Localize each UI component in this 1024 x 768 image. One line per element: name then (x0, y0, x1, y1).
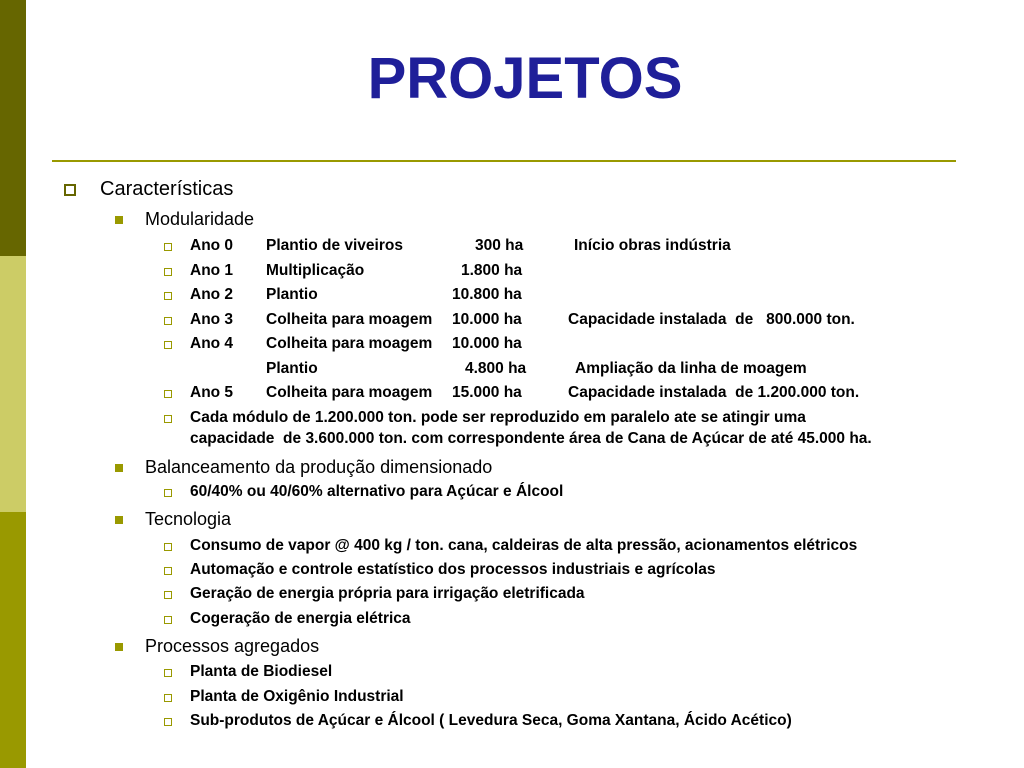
hollow-square-bullet-icon (164, 268, 172, 276)
hollow-square-bullet-icon (164, 616, 172, 624)
hollow-square-bullet-icon (64, 184, 76, 196)
row-obs: Capacidade instalada de 800.000 ton. (568, 311, 855, 328)
row-atividade: Colheita para moagem (266, 384, 433, 401)
list-item: Sub-produtos de Açúcar e Álcool ( Levedura Seca, Goma Xantana, Ácido Acético) (190, 712, 792, 729)
hollow-square-bullet-icon (164, 543, 172, 551)
list-item: Planta de Oxigênio Industrial (190, 688, 404, 705)
row-ano: Ano 1 (190, 262, 234, 279)
row-area: 10.800 ha (452, 286, 522, 303)
list-item: Automação e controle estatístico dos processos industriais e agrícolas (190, 561, 716, 578)
square-bullet-icon (115, 464, 123, 472)
heading-tecnologia: Tecnologia (145, 509, 232, 529)
row-obs: Capacidade instalada de 1.200.000 ton. (568, 384, 860, 401)
hollow-square-bullet-icon (164, 243, 172, 251)
row-area: 1.800 ha (461, 262, 523, 279)
list-item: Geração de energia própria para irrigação eletrificada (190, 585, 585, 602)
hollow-square-bullet-icon (164, 317, 172, 325)
hollow-square-bullet-icon (164, 341, 172, 349)
hollow-square-bullet-icon (164, 415, 172, 423)
row-atividade: Multiplicação (266, 262, 365, 279)
row-atividade: Colheita para moagem (266, 311, 433, 328)
list-item: Consumo de vapor @ 400 kg / ton. cana, caldeiras de alta pressão, acionamentos elétricos (190, 537, 858, 554)
heading-modularidade: Modularidade (145, 209, 255, 229)
row-atividade: Colheita para moagem (266, 335, 433, 352)
row-area: 10.000 ha (452, 311, 522, 328)
heading-processos: Processos agregados (145, 636, 320, 656)
row-ano: Ano 2 (190, 286, 234, 303)
hollow-square-bullet-icon (164, 694, 172, 702)
sidebar-decoration (0, 0, 26, 768)
row-ano: Ano 3 (190, 311, 234, 328)
modulo-note-line2: capacidade de 3.600.000 ton. com correspondente área de Cana de Açúcar de até 45.000 ha. (190, 430, 872, 447)
hollow-square-bullet-icon (164, 591, 172, 599)
row-atividade: Plantio (266, 286, 318, 303)
heading-balanceamento: Balanceamento da produção dimensionado (145, 457, 493, 477)
row-area: 300 ha (475, 237, 524, 254)
square-bullet-icon (115, 216, 123, 224)
sidebar-band-mid (0, 512, 26, 768)
heading-caracteristicas: Características (100, 178, 234, 200)
hollow-square-bullet-icon (164, 567, 172, 575)
slide-title: PROJETOS (367, 46, 683, 111)
list-item: Planta de Biodiesel (190, 663, 333, 680)
row-obs: Início obras indústria (574, 237, 731, 254)
row-ano: Ano 4 (190, 335, 234, 352)
row-obs: Ampliação da linha de moagem (575, 360, 807, 377)
sidebar-band-light (0, 256, 26, 512)
hollow-square-bullet-icon (164, 718, 172, 726)
row-atividade: Plantio (266, 360, 318, 377)
hollow-square-bullet-icon (164, 489, 172, 497)
square-bullet-icon (115, 643, 123, 651)
square-bullet-icon (115, 516, 123, 524)
row-atividade: Plantio de viveiros (266, 237, 403, 254)
title-divider (52, 160, 956, 162)
hollow-square-bullet-icon (164, 669, 172, 677)
row-area: 10.000 ha (452, 335, 522, 352)
row-area: 4.800 ha (465, 360, 527, 377)
row-ano: Ano 5 (190, 384, 234, 401)
sidebar-band-dark (0, 0, 26, 256)
modulo-note-line1: Cada módulo de 1.200.000 ton. pode ser reproduzido em paralelo ate se atingir uma (190, 409, 806, 426)
list-item: Cogeração de energia elétrica (190, 610, 411, 627)
row-area: 15.000 ha (452, 384, 522, 401)
list-item: 60/40% ou 40/60% alternativo para Açúcar e Álcool (190, 483, 564, 500)
hollow-square-bullet-icon (164, 292, 172, 300)
row-ano: Ano 0 (190, 237, 234, 254)
hollow-square-bullet-icon (164, 390, 172, 398)
